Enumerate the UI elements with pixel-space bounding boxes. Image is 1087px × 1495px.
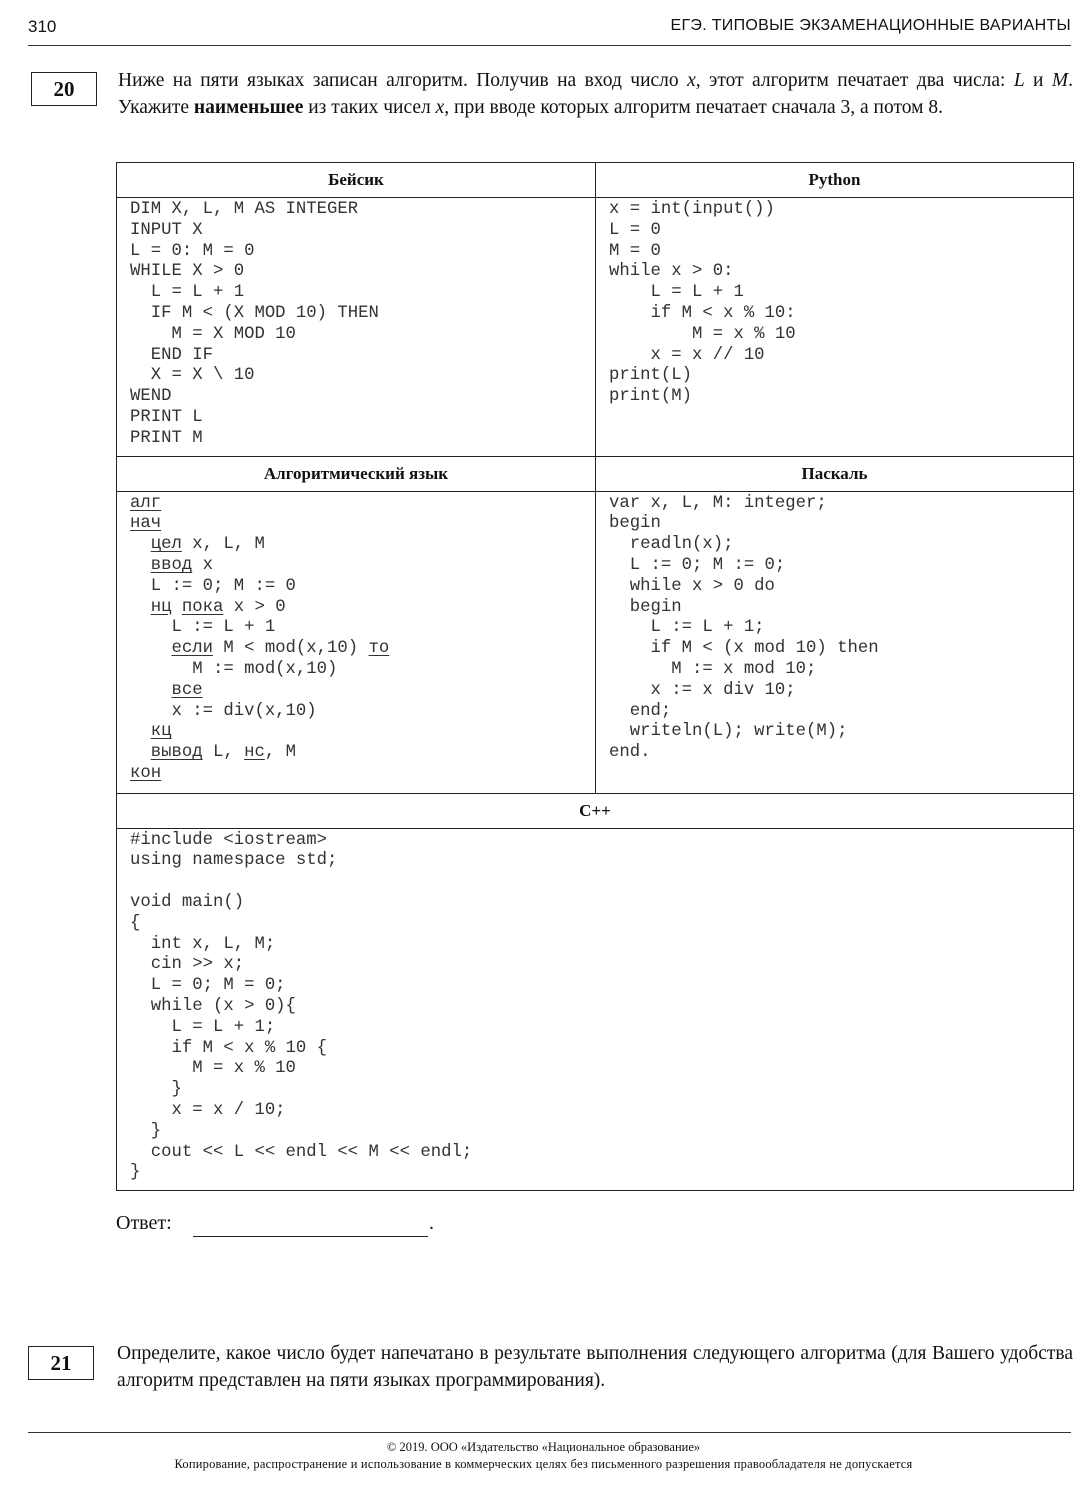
pascal-code: var x, L, M: integer; begin readln(x); L := 0; M := 0; while x > 0 do begin L := L + 1; if M < (x mod 10) then M := x mod 10; x := x div 10; end; writeln(L); write(M); end. [609, 493, 879, 763]
footer-copyright: © 2019. ООО «Издательство «Национальное образование» [386, 1440, 701, 1454]
header-divider [28, 45, 1071, 46]
python-header: Python [596, 163, 1074, 198]
footer-divider [28, 1432, 1071, 1433]
code-table [116, 162, 1074, 1191]
cpp-header: С++ [117, 793, 1074, 828]
answer-dot: . [429, 1212, 434, 1234]
alg-code: алг нач цел x, L, M ввод x L := 0; M := 0 нц пока x > 0 L := L + 1 если M < mod(x,10) то M := mod(x,10) все x := div(x,10) кц вывод L, нс, M кон [130, 493, 390, 783]
task-21-number-box [28, 1346, 94, 1380]
footer-notice: Копирование, распространение и использование в коммерческих целях без письменного разрешения правообладателя не допускается [174, 1457, 913, 1471]
basic-header: Бейсик [117, 163, 596, 198]
cpp-code: #include <iostream> using namespace std; void main() { int x, L, M; cin >> x; L = 0; M = 0; while (x > 0){ L = L + 1; if M < x % 10 { M = x % 10 } x = x / 10; } cout << L << endl << M << endl; } [130, 830, 473, 1183]
page-number: 310 [28, 17, 57, 36]
basic-code: DIM X, L, M AS INTEGER INPUT X L = 0: M = 0 WHILE X > 0 L = L + 1 IF M < (X MOD 10) THEN M = X MOD 10 END IF X = X \ 10 WEND PRINT L PRINT M [130, 200, 379, 448]
alg-header: Алгоритмический язык [117, 456, 596, 491]
pascal-header: Паскаль [596, 456, 1074, 491]
answer-label: Ответ: [116, 1212, 172, 1234]
task-20-text: Ниже на пяти языках записан алгоритм. Получив на вход число x, этот алгоритм печатает два числа: L и M. Укажите наименьшее из таких чисел x, при вводе которых алгоритм печатает сначала 3, а потом 8. [118, 70, 1074, 118]
running-title: ЕГЭ. ТИПОВЫЕ ЭКЗАМЕНАЦИОННЫЕ ВАРИАНТЫ [670, 17, 1071, 34]
task-21-text: Определите, какое число будет напечатано в результате выполнения следующего алгоритма (для Вашего удобства алгоритм представлен на пяти языках программирования). [117, 1343, 1073, 1391]
task-21-number: 21 [50, 1350, 72, 1375]
task-20-number-box [31, 72, 97, 106]
python-code: x = int(input()) L = 0 M = 0 while x > 0: L = L + 1 if M < x % 10: M = x % 10 x = x // 10 print(L) print(M) [609, 200, 796, 407]
answer-line[interactable] [193, 1236, 428, 1237]
task-20-number: 20 [53, 76, 75, 101]
